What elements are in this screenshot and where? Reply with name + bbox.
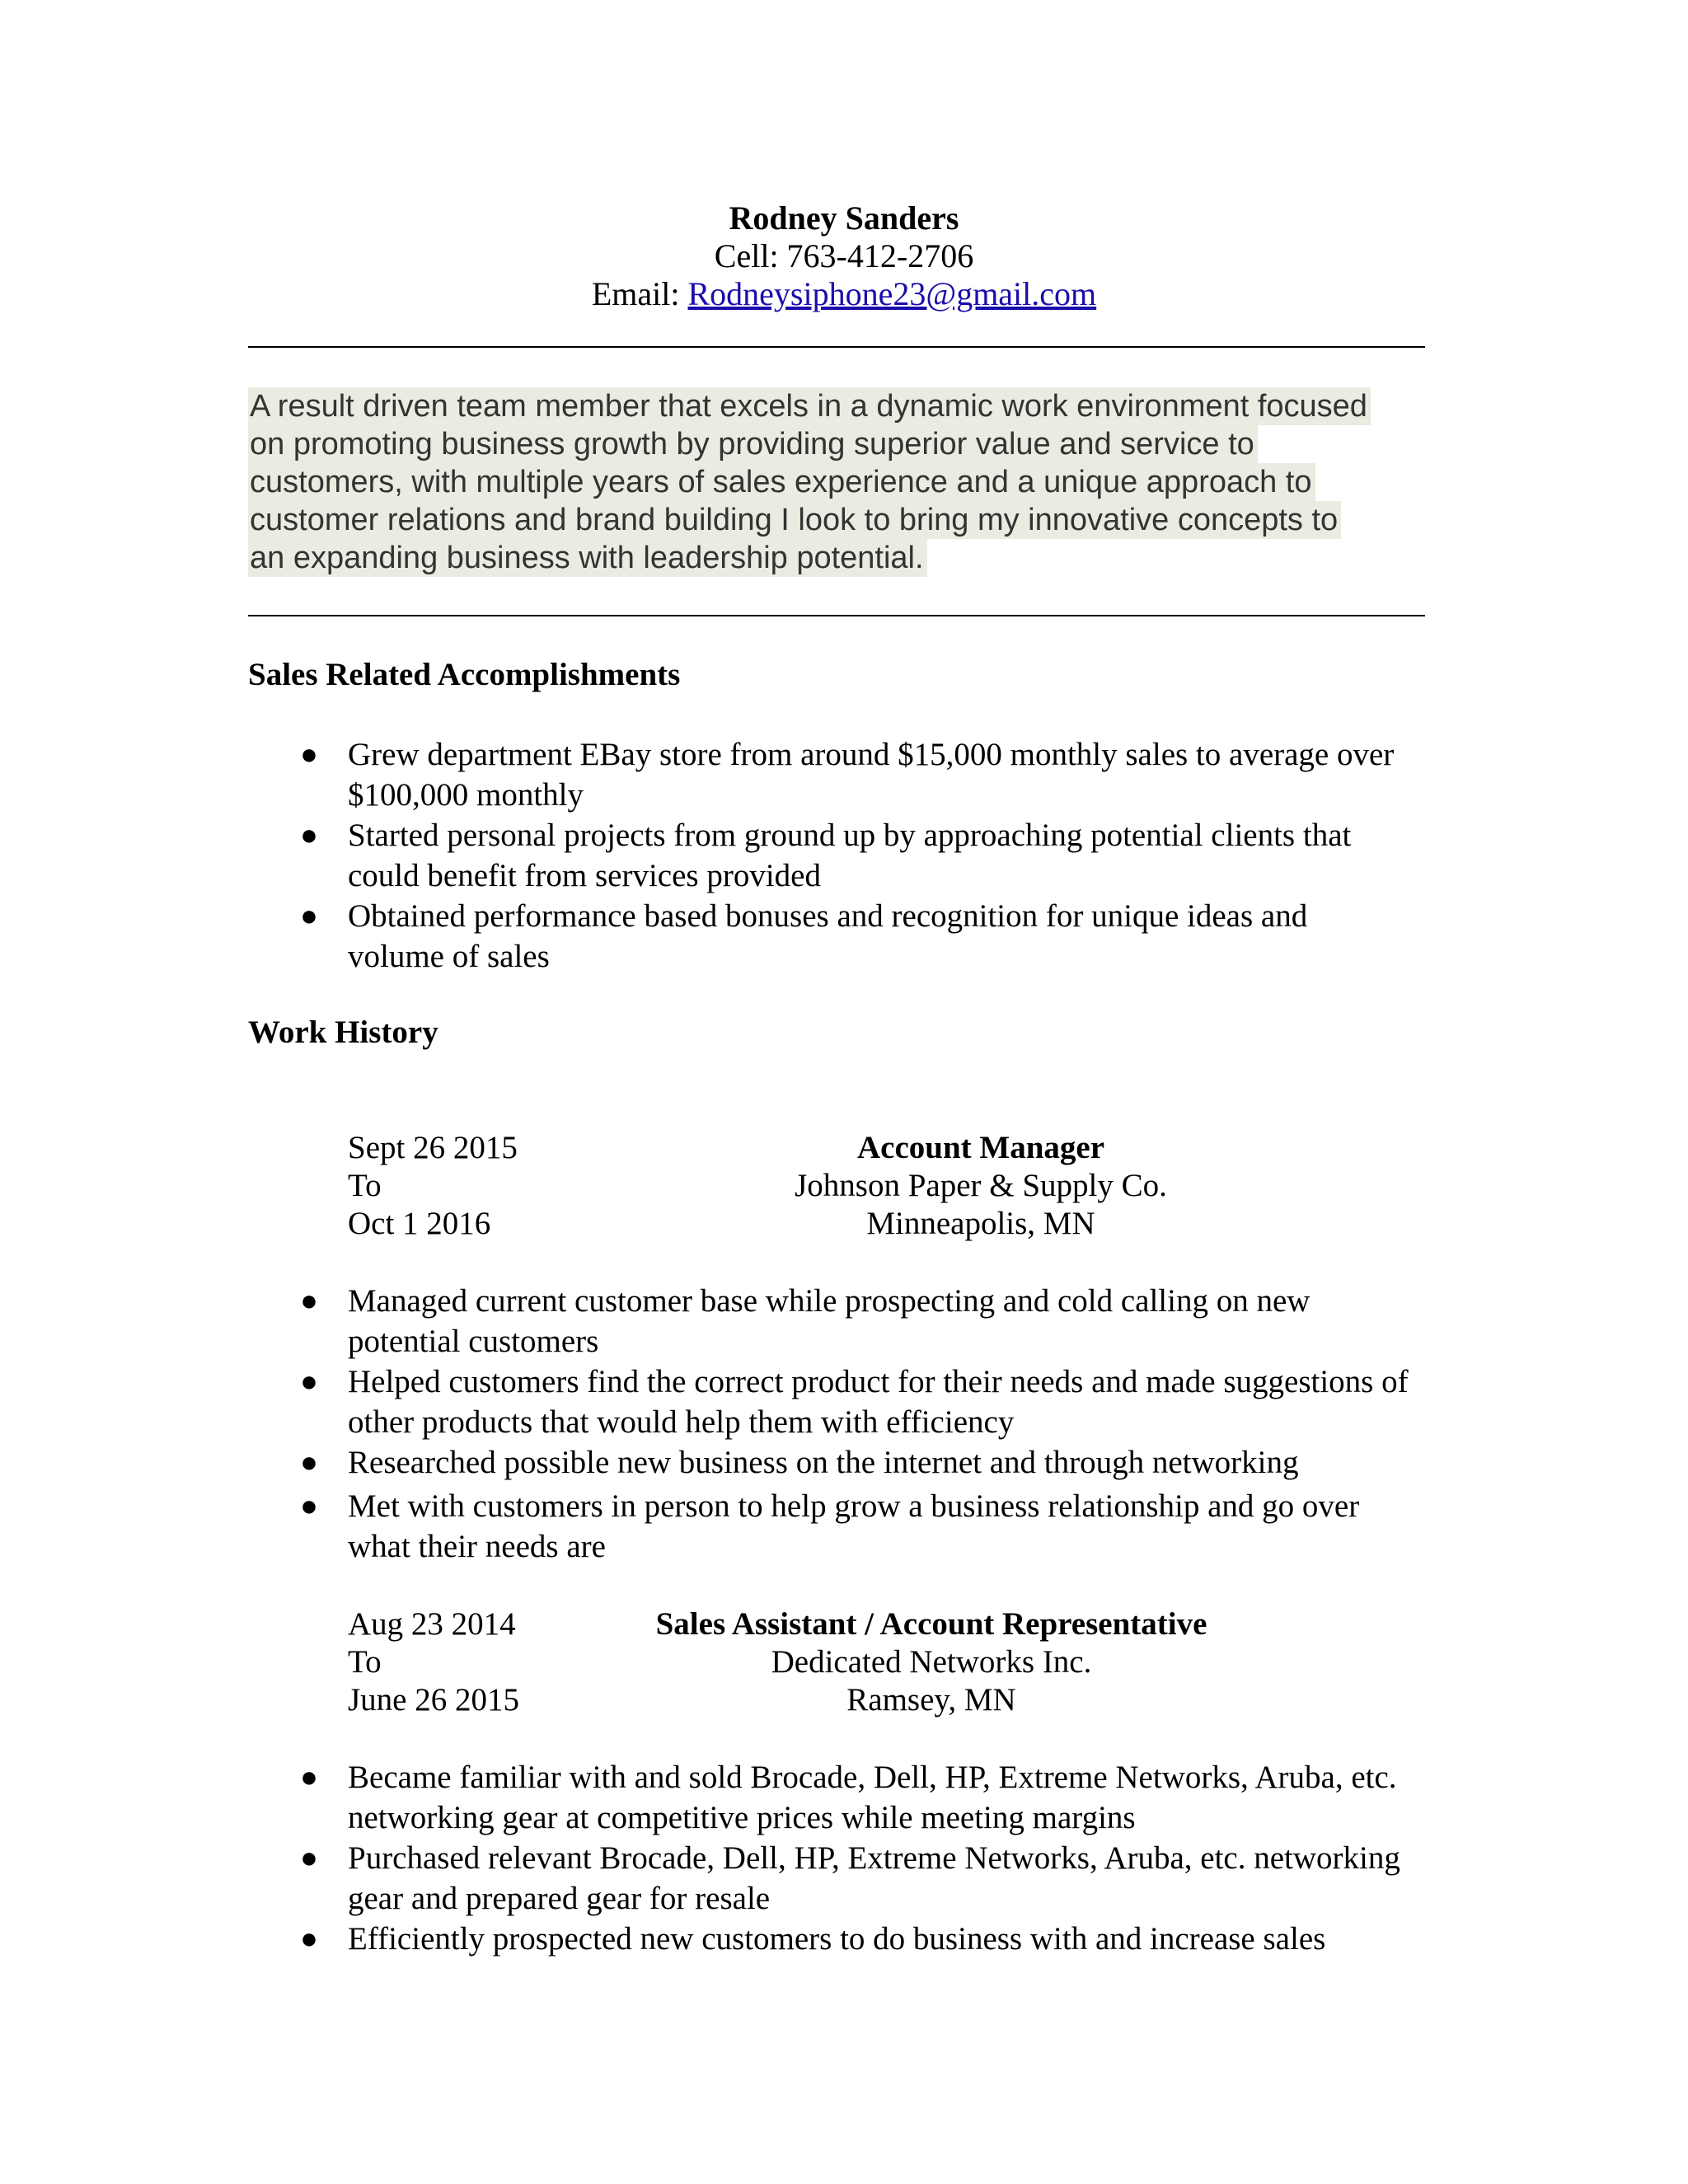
list-item [297,815,1451,896]
resume-name: Rodney Sanders [729,199,959,237]
bullet-icon: ● [300,1489,318,1522]
item-text: Met with customers in person to help grow a business relationship and go over [348,1488,1360,1524]
list-item [297,1757,1451,1838]
summary-line: customer relations and brand building I look to bring my innovative concepts to [248,501,1341,539]
job-location: Minneapolis, MN [866,1206,1095,1241]
bullet-icon: ● [300,818,318,851]
job-to-label: To [348,1168,382,1203]
summary-paragraph [248,387,1451,577]
item-text: Researched possible new business on the internet and through networking [348,1445,1299,1480]
bullet-icon: ● [300,1284,318,1317]
summary-line: A result driven team member that excels in a dynamic work environment focused [248,387,1371,425]
bullet-icon: ● [300,738,318,771]
email-label: Email: [591,275,688,312]
item-text: Managed current customer base while prospecting and cold calling on new [348,1283,1311,1319]
bullet-icon: ● [300,1446,318,1479]
list-item [297,1361,1451,1442]
work-history-heading: Work History [248,1015,438,1050]
item-text: Purchased relevant Brocade, Dell, HP, Extreme Networks, Aruba, etc. networking [348,1840,1400,1876]
list-item [297,1486,1451,1567]
summary-divider [248,615,1425,616]
job-start-date: Sept 26 2015 [348,1130,518,1165]
bullet-icon: ● [300,1760,318,1793]
item-text: Helped customers find the correct product for their needs and made suggestions of [348,1364,1409,1399]
item-text: gear and prepared gear for resale [348,1881,771,1916]
item-text: Grew department EBay store from around $15,000 monthly sales to average over [348,737,1395,772]
job-info [577,1129,1385,1243]
bullet-icon: ● [300,1922,318,1955]
list-item [297,1919,1451,1959]
item-text: other products that would help them with efficiency [348,1404,1015,1440]
job-end-date: Oct 1 2016 [348,1206,491,1241]
job-to-label: To [348,1644,382,1680]
list-item [297,896,1451,977]
accomplishments-list [297,734,1451,977]
item-text: $100,000 monthly [348,777,584,813]
item-text: Became familiar with and sold Brocade, Dell, HP, Extreme Networks, Aruba, etc. [348,1760,1397,1795]
item-text: Efficiently prospected new customers to do business with and increase sales [348,1921,1326,1957]
bullet-icon: ● [300,1841,318,1874]
job-bullets [297,1281,1451,1567]
list-item [297,734,1451,815]
job-company: Johnson Paper & Supply Co. [795,1168,1167,1203]
item-text: Started personal projects from ground up by approaching potential clients that [348,818,1352,853]
item-text: potential customers [348,1324,599,1359]
item-text: could benefit from services provided [348,858,821,893]
summary-line: an expanding business with leadership potential. [248,539,927,577]
bullet-icon: ● [300,899,318,932]
job-title: Account Manager [856,1130,1105,1165]
summary-line: on promoting business growth by providing superior value and service to [248,425,1258,463]
job-bullets [297,1757,1451,1959]
job-dates [348,1605,519,1719]
list-item [297,1281,1451,1361]
job-dates [348,1129,518,1243]
summary-line: customers, with multiple years of sales experience and a unique approach to [248,463,1315,501]
accomplishments-heading: Sales Related Accomplishments [248,657,681,692]
email-line [0,275,1688,313]
cell-phone: Cell: 763-412-2706 [714,237,974,274]
job-end-date: June 26 2015 [348,1682,519,1718]
job-location: Ramsey, MN [846,1682,1016,1718]
job-info [528,1605,1335,1719]
list-item [297,1442,1451,1483]
bullet-icon: ● [300,1365,318,1398]
job-title: Sales Assistant / Account Representative [655,1606,1207,1642]
email-link[interactable]: Rodneysiphone23@gmail.com [687,275,1097,312]
item-text: networking gear at competitive prices while meeting margins [348,1800,1136,1835]
item-text: volume of sales [348,939,550,974]
job-start-date: Aug 23 2014 [348,1606,516,1642]
header-divider [248,346,1425,348]
job-company: Dedicated Networks Inc. [771,1644,1092,1680]
item-text: what their needs are [348,1529,606,1564]
item-text: Obtained performance based bonuses and recognition for unique ideas and [348,898,1308,934]
list-item [297,1838,1451,1919]
